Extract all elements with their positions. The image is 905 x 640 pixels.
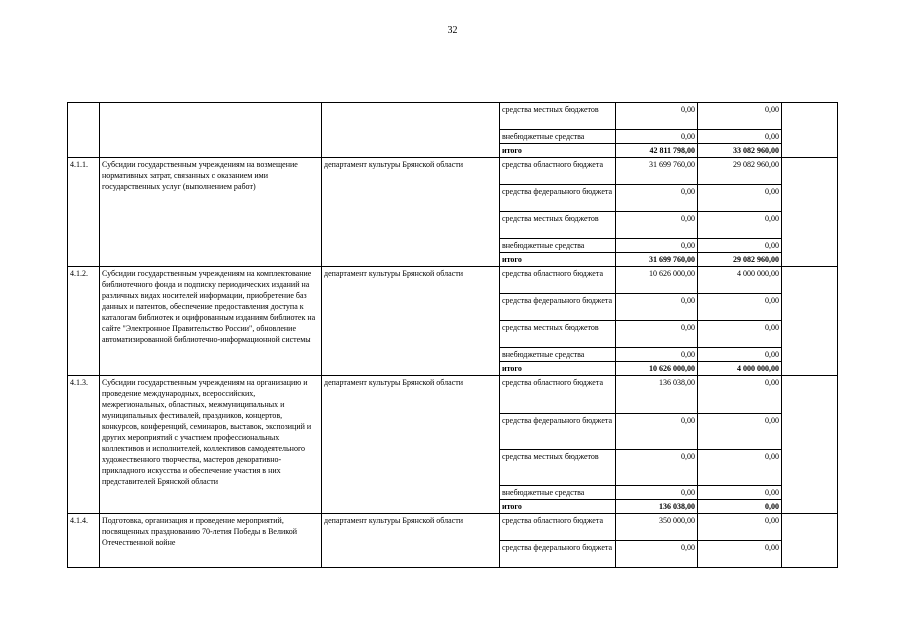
- amount-year-1: 0,00: [616, 414, 698, 450]
- item-number: 4.1.3.: [68, 376, 100, 514]
- funding-source: средства местных бюджетов: [500, 103, 616, 130]
- funding-source: средства федерального бюджета: [500, 414, 616, 450]
- amount-year-1: 0,00: [616, 130, 698, 144]
- funding-source: итого: [500, 253, 616, 267]
- funding-source: средства федерального бюджета: [500, 294, 616, 321]
- amount-year-2: 0,00: [698, 541, 782, 568]
- amount-year-1: 0,00: [616, 541, 698, 568]
- amount-year-1: 136 038,00: [616, 376, 698, 414]
- amount-year-1: 10 626 000,00: [616, 362, 698, 376]
- amount-year-2: 0,00: [698, 376, 782, 414]
- funding-source: средства местных бюджетов: [500, 212, 616, 239]
- amount-year-1: 10 626 000,00: [616, 267, 698, 294]
- table-row: [68, 267, 838, 294]
- amount-year-2: 4 000 000,00: [698, 267, 782, 294]
- funding-source: внебюджетные средства: [500, 348, 616, 362]
- empty-cell: [782, 376, 838, 514]
- item-executor-cell: [322, 103, 500, 158]
- page-number: 32: [447, 25, 458, 36]
- amount-year-2: 4 000 000,00: [698, 362, 782, 376]
- table-row: [68, 376, 838, 414]
- item-name: Субсидии государственным учреждениям на комплектование библиотечного фонда и подписку периодических изданий на различных видах носителей информации, приобретение баз данных и патентов, обеспечение предоставления доступа к каталогам библиотек и оцифрованным изданиям библиотек на сайте "Электронное Правительство России", обновление автоматизированной библиотечно-информационной системы: [100, 267, 322, 376]
- amount-year-1: 0,00: [616, 450, 698, 486]
- amount-year-2: 29 082 960,00: [698, 158, 782, 185]
- amount-year-2: 0,00: [698, 321, 782, 348]
- amount-year-2: 0,00: [698, 239, 782, 253]
- amount-year-2: 0,00: [698, 500, 782, 514]
- funding-source: средства местных бюджетов: [500, 321, 616, 348]
- amount-year-1: 136 038,00: [616, 500, 698, 514]
- budget-table: [67, 102, 838, 568]
- amount-year-1: 0,00: [616, 185, 698, 212]
- empty-cell: [782, 103, 838, 158]
- item-name: Субсидии государственным учреждениям на возмещение нормативных затрат, связанных с оказанием ими государственных услуг (выполнением работ): [100, 158, 322, 267]
- funding-source: итого: [500, 500, 616, 514]
- amount-year-1: 31 699 760,00: [616, 158, 698, 185]
- item-executor: департамент культуры Брянской области: [322, 158, 500, 267]
- amount-year-2: 0,00: [698, 294, 782, 321]
- amount-year-1: 0,00: [616, 321, 698, 348]
- amount-year-1: 42 811 798,00: [616, 144, 698, 158]
- funding-source: средства областного бюджета: [500, 158, 616, 185]
- table-row: [68, 514, 838, 541]
- item-number-cell: [68, 103, 100, 158]
- empty-cell: [782, 514, 838, 568]
- funding-source: средства федерального бюджета: [500, 541, 616, 568]
- funding-source: внебюджетные средства: [500, 239, 616, 253]
- amount-year-2: 29 082 960,00: [698, 253, 782, 267]
- amount-year-1: 0,00: [616, 239, 698, 253]
- table-row: [68, 103, 838, 130]
- item-executor: департамент культуры Брянской области: [322, 376, 500, 514]
- amount-year-1: 0,00: [616, 486, 698, 500]
- amount-year-2: 0,00: [698, 212, 782, 239]
- amount-year-1: 31 699 760,00: [616, 253, 698, 267]
- amount-year-2: 0,00: [698, 185, 782, 212]
- item-name: Субсидии государственным учреждениям на организацию и проведение международных, всероссийских, межрегиональных, областных, межмуниципальных и муниципальных фестивалей, праздников, концертов, конкурсов, конференций, семинаров, выставок, экспозиций и других мероприятий с участием профессиональных коллективов и исполнителей, коллективов самодеятельного художественного творчества, мастеров декоративно-прикладного искусства и обеспечение участия в них представителей Брянской области: [100, 376, 322, 514]
- funding-source: средства федерального бюджета: [500, 185, 616, 212]
- funding-source: средства областного бюджета: [500, 514, 616, 541]
- funding-source: средства местных бюджетов: [500, 450, 616, 486]
- empty-cell: [782, 158, 838, 267]
- amount-year-1: 0,00: [616, 212, 698, 239]
- amount-year-1: 0,00: [616, 348, 698, 362]
- item-number: 4.1.4.: [68, 514, 100, 568]
- funding-source: средства областного бюджета: [500, 376, 616, 414]
- amount-year-2: 0,00: [698, 450, 782, 486]
- table-row: [68, 158, 838, 185]
- amount-year-1: 350 000,00: [616, 514, 698, 541]
- amount-year-2: 0,00: [698, 414, 782, 450]
- amount-year-2: 0,00: [698, 130, 782, 144]
- amount-year-2: 33 082 960,00: [698, 144, 782, 158]
- item-number: 4.1.1.: [68, 158, 100, 267]
- item-executor: департамент культуры Брянской области: [322, 267, 500, 376]
- funding-source: средства областного бюджета: [500, 267, 616, 294]
- item-name: Подготовка, организация и проведение мероприятий, посвященных празднованию 70-летия Победы в Великой Отечественной войне: [100, 514, 322, 568]
- funding-source: внебюджетные средства: [500, 486, 616, 500]
- funding-source: итого: [500, 144, 616, 158]
- amount-year-2: 0,00: [698, 486, 782, 500]
- amount-year-2: 0,00: [698, 103, 782, 130]
- funding-source: внебюджетные средства: [500, 130, 616, 144]
- item-name-cell: [100, 103, 322, 158]
- item-executor: департамент культуры Брянской области: [322, 514, 500, 568]
- funding-source: итого: [500, 362, 616, 376]
- empty-cell: [782, 267, 838, 376]
- amount-year-2: 0,00: [698, 348, 782, 362]
- item-number: 4.1.2.: [68, 267, 100, 376]
- amount-year-2: 0,00: [698, 514, 782, 541]
- amount-year-1: 0,00: [616, 103, 698, 130]
- amount-year-1: 0,00: [616, 294, 698, 321]
